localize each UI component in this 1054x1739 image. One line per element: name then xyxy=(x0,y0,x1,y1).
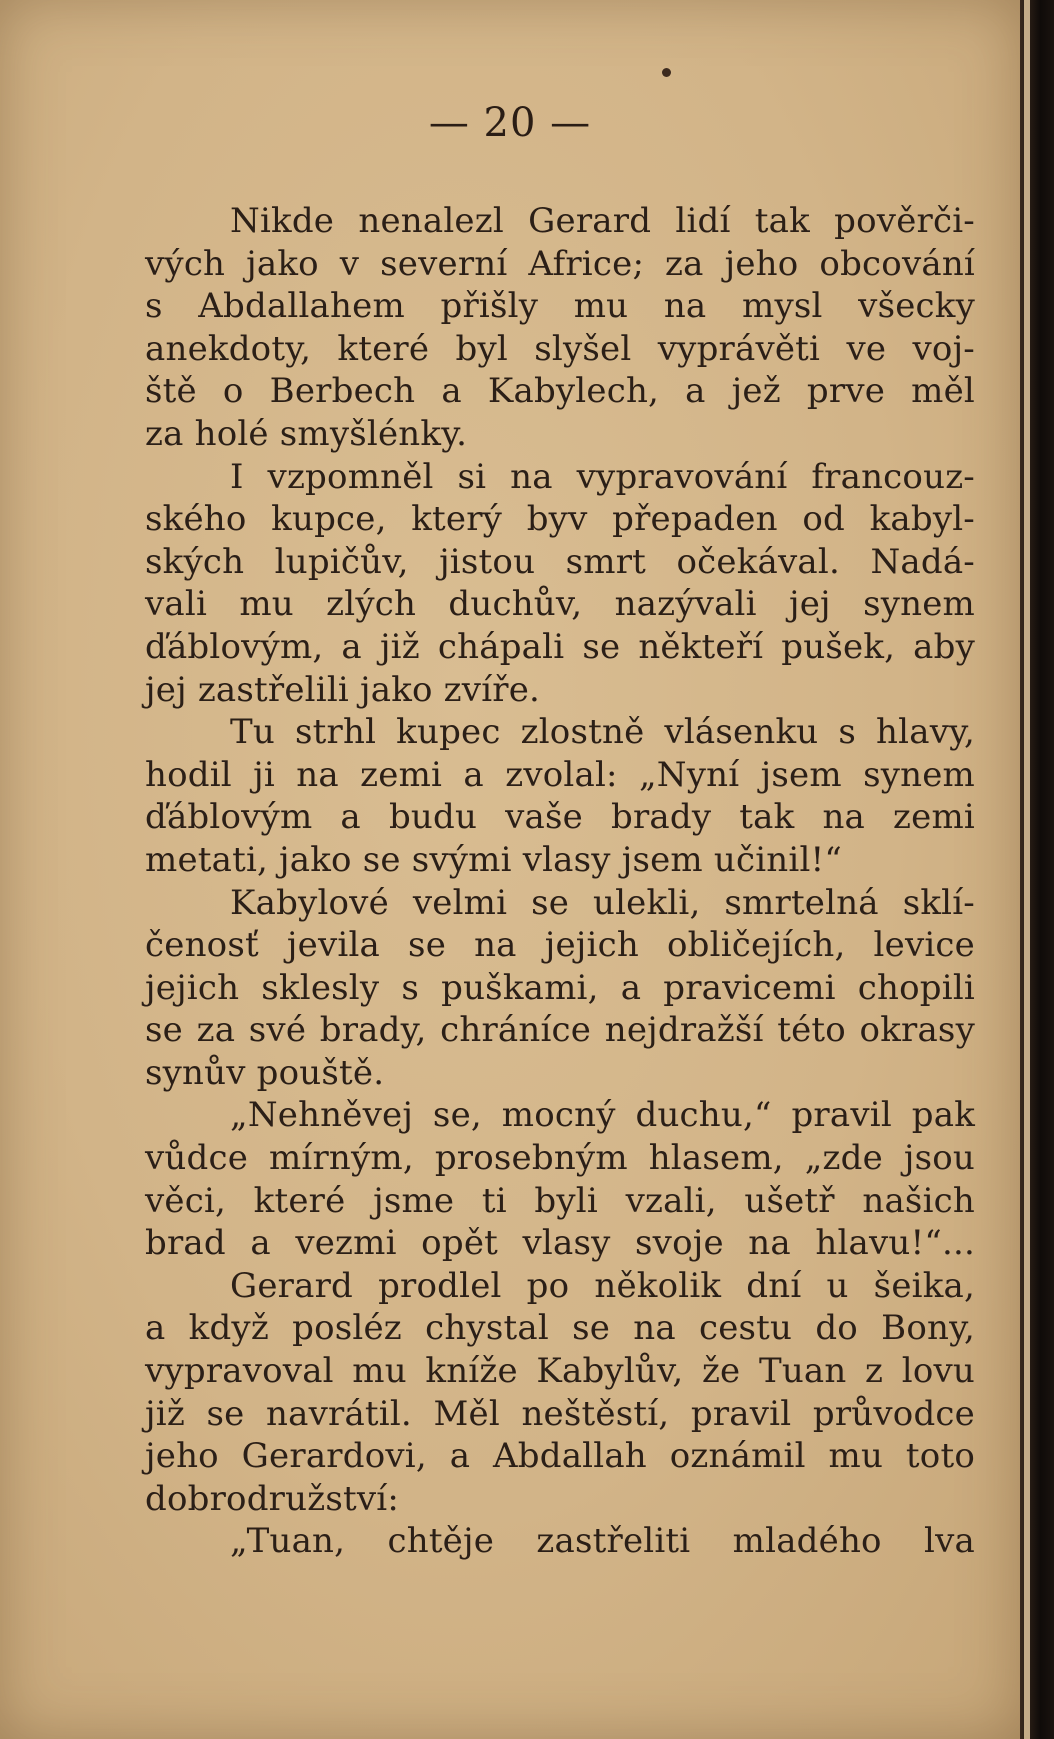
page-number: — 20 — xyxy=(428,100,592,146)
text-line: se za své brady, chráníce nejdražší této okrasy xyxy=(145,1010,975,1051)
text-line: Tu strhl kupec zlostně vlásenku s hlavy, xyxy=(230,712,975,753)
text-line: vých jako v severní Africe; za jeho obcování xyxy=(145,243,975,284)
text-line: věci, které jsme ti byli vzali, ušetř našich xyxy=(145,1180,975,1221)
ink-spot xyxy=(662,68,671,77)
text-line: dobrodružství: xyxy=(145,1478,399,1519)
text-line: vali mu zlých duchův, nazývali jej synem xyxy=(145,584,975,625)
text-line: s Abdallahem přišly mu na mysl všecky xyxy=(145,286,975,327)
text-line: jej zastřelili jako zvíře. xyxy=(145,669,541,710)
text-line: metati, jako se svými vlasy jsem učinil!“ xyxy=(145,839,842,880)
text-line: Kabylové velmi se ulekli, smrtelná sklí- xyxy=(230,882,975,923)
text-line: brad a vezmi opět vlasy svoje na hlavu!“... xyxy=(145,1223,975,1264)
text-line: ďáblovým a budu vaše brady tak na zemi xyxy=(145,797,975,838)
text-line: ského kupce, který byv přepaden od kabyl- xyxy=(145,499,975,540)
text-line: již se navrátil. Měl neštěstí, pravil průvodce xyxy=(145,1393,975,1434)
text-line: a když posléz chystal se na cestu do Bony, xyxy=(145,1308,975,1349)
text-line: ště o Berbech a Kabylech, a jež prve měl xyxy=(145,371,975,412)
text-line: ských lupičův, jistou smrt očekával. Nadá- xyxy=(145,541,975,582)
text-line: jeho Gerardovi, a Abdallah oznámil mu toto xyxy=(145,1436,975,1477)
text-line: za holé smyšlénky. xyxy=(145,413,468,454)
page-edge-line xyxy=(1024,0,1030,1739)
page-edge-shadow xyxy=(1020,0,1054,1739)
text-line: vůdce mírným, prosebným hlasem, „zde jsou xyxy=(145,1138,975,1179)
text-line: Nikde nenalezl Gerard lidí tak pověrči- xyxy=(230,201,975,241)
text-line: synův pouště. xyxy=(145,1052,385,1093)
text-line: jejich sklesly s puškami, a pravicemi chopili xyxy=(145,967,975,1008)
text-line: ďáblovým, a již chápali se někteří pušek, aby xyxy=(145,626,975,667)
text-line: Gerard prodlel po několik dní u šeika, xyxy=(230,1265,975,1306)
text-line: „Nehněvej se, mocný duchu,“ pravil pak xyxy=(230,1095,975,1136)
text-line: vypravoval mu kníže Kabylův, že Tuan z lovu xyxy=(145,1351,975,1392)
text-line: I vzpomněl si na vypravování francouz- xyxy=(230,456,975,497)
text-line: anekdoty, které byl slyšel vyprávěti ve voj- xyxy=(145,328,975,369)
text-line: hodil ji na zemi a zvolal: „Nyní jsem synem xyxy=(145,754,975,795)
text-line: „Tuan, chtěje zastřeliti mladého lva xyxy=(230,1521,975,1562)
text-line: čenosť jevila se na jejich obličejích, levice xyxy=(145,925,975,966)
body-text xyxy=(145,200,975,1563)
